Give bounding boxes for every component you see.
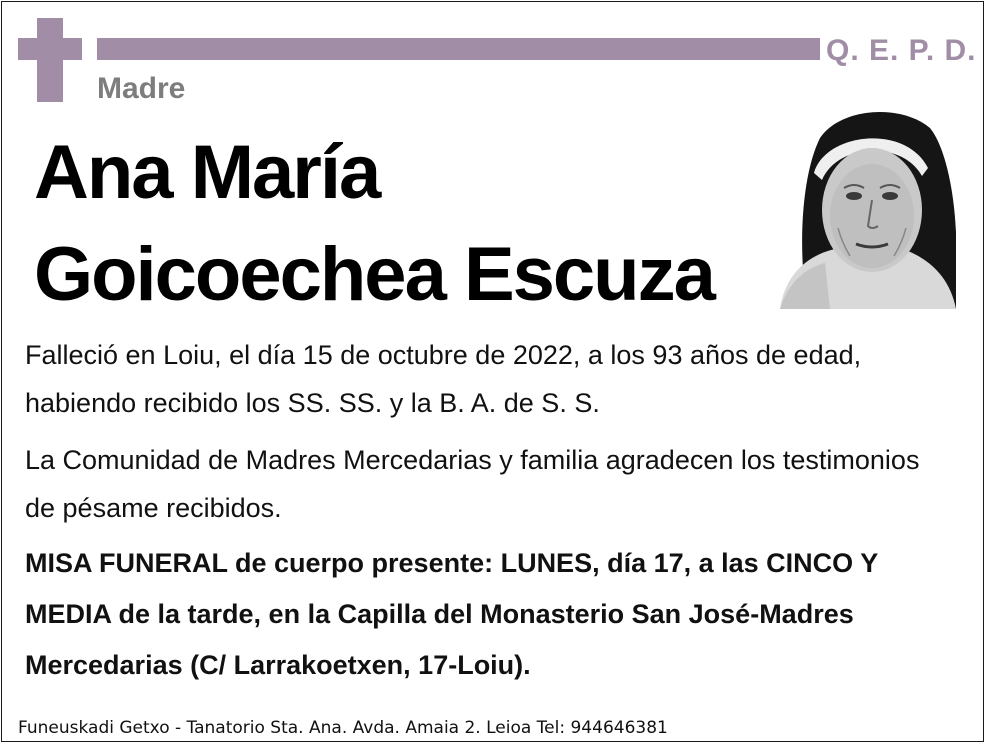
funeral-mass-line-3: Mercedarias (C/ Larrakoetxen, 17-Loiu).	[25, 650, 531, 680]
header-band	[97, 38, 820, 60]
funeral-home-footer: Funeuskadi Getxo - Tanatorio Sta. Ana. Avda. Amaia 2. Leioa Tel: 944646381	[18, 718, 668, 738]
portrait-illustration	[780, 98, 956, 309]
thanks-line-1: La Comunidad de Madres Mercedarias y familia agradecen los testimonios	[25, 445, 920, 475]
death-notice-line-1: Falleció en Loiu, el día 15 de octubre de 2022, a los 93 años de edad,	[25, 340, 862, 370]
thanks-line-2: de pésame recibidos.	[25, 493, 282, 523]
qepd-label: Q. E. P. D.	[826, 34, 977, 67]
deceased-first-name: Ana María	[34, 130, 380, 215]
portrait-photo	[780, 98, 956, 309]
deceased-surname: Goicoechea Escuza	[34, 232, 714, 317]
relation-label: Madre	[97, 72, 186, 105]
cross-vertical-bar	[37, 18, 63, 102]
thanks-paragraph	[25, 436, 955, 532]
death-notice-line-2: habiendo recibido los SS. SS. y la B. A. de S. S.	[25, 388, 600, 418]
funeral-mass-line-1: MISA FUNERAL de cuerpo presente: LUNES, día 17, a las CINCO Y	[25, 548, 879, 578]
death-notice-paragraph	[25, 331, 955, 427]
funeral-mass-line-2: MEDIA de la tarde, en la Capilla del Monasterio San José-Madres	[25, 599, 854, 629]
funeral-mass-paragraph	[25, 538, 955, 691]
cross-horizontal-bar	[18, 38, 82, 60]
